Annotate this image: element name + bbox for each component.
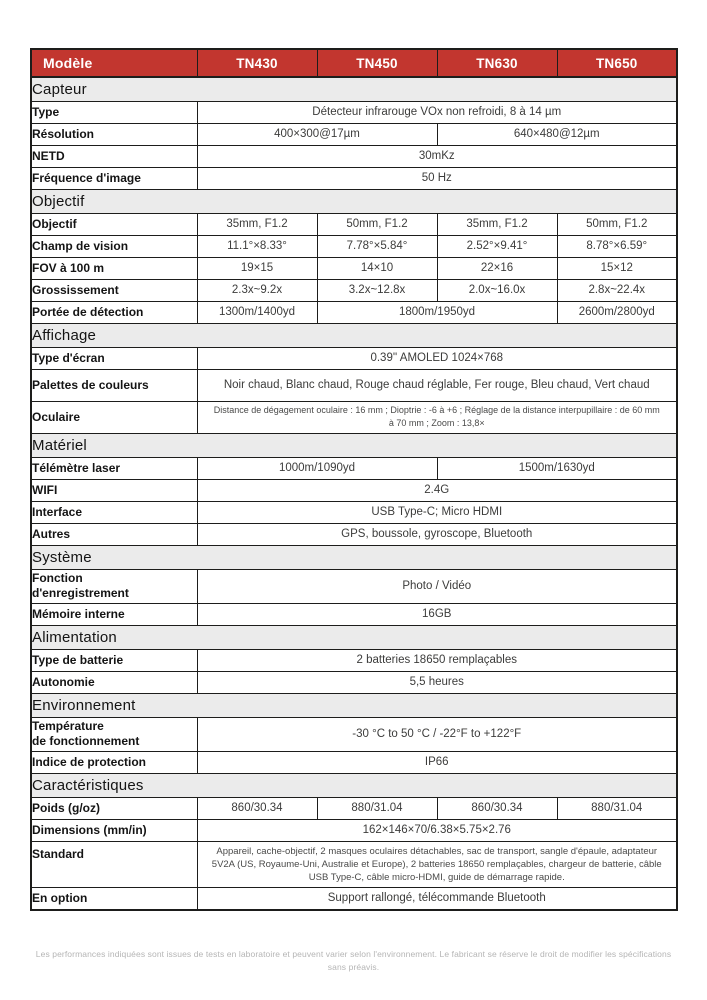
spec-value: IP66 — [197, 751, 677, 773]
spec-label: Palettes de couleurs — [31, 369, 197, 401]
spec-value: 0.39'' AMOLED 1024×768 — [197, 347, 677, 369]
spec-value: 19×15 — [197, 257, 317, 279]
spec-row-resolution — [31, 123, 677, 145]
section-row-environnement — [31, 693, 677, 717]
spec-value: 162×146×70/6.38×5.75×2.76 — [197, 819, 677, 841]
spec-row-dimensions — [31, 819, 677, 841]
spec-value: 880/31.04 — [557, 797, 677, 819]
section-title-caracteristiques: Caractéristiques — [31, 773, 677, 797]
spec-row-interface — [31, 501, 677, 523]
spec-row-palettes — [31, 369, 677, 401]
spec-value: 15×12 — [557, 257, 677, 279]
spec-label: Résolution — [31, 123, 197, 145]
spec-label: Mémoire interne — [31, 603, 197, 625]
spec-row-fov-100m — [31, 257, 677, 279]
spec-value: 860/30.34 — [197, 797, 317, 819]
spec-label: Dimensions (mm/in) — [31, 819, 197, 841]
spec-label: Portée de détection — [31, 301, 197, 323]
model-name-tn630: TN630 — [437, 49, 557, 77]
spec-value: 35mm, F1.2 — [437, 213, 557, 235]
spec-value: 2 batteries 18650 remplaçables — [197, 649, 677, 671]
spec-row-champ-de-vision — [31, 235, 677, 257]
spec-value: 1800m/1950yd — [317, 301, 557, 323]
spec-value: 11.1°×8.33° — [197, 235, 317, 257]
spec-value: 30mKz — [197, 145, 677, 167]
spec-label-line1: Température — [32, 719, 104, 733]
spec-value: USB Type-C; Micro HDMI — [197, 501, 677, 523]
spec-table — [30, 48, 678, 911]
spec-label: Poids (g/oz) — [31, 797, 197, 819]
spec-value: 35mm, F1.2 — [197, 213, 317, 235]
spec-label: WIFI — [31, 479, 197, 501]
section-title-capteur: Capteur — [31, 77, 677, 101]
spec-row-autonomie — [31, 671, 677, 693]
section-row-objectif — [31, 189, 677, 213]
spec-label: Indice de protection — [31, 751, 197, 773]
section-title-systeme: Système — [31, 545, 677, 569]
spec-label: Type d'écran — [31, 347, 197, 369]
spec-value: Distance de dégagement oculaire : 16 mm ; Dioptrie : -6 à +6 ; Réglage de la distance interpupillaire : de 60 mm à 70 mm ; Zoom : 13,8× — [197, 401, 677, 433]
spec-row-memoire — [31, 603, 677, 625]
spec-label: Autonomie — [31, 671, 197, 693]
spec-row-netd — [31, 145, 677, 167]
spec-row-portee-detection — [31, 301, 677, 323]
spec-label: Fréquence d'image — [31, 167, 197, 189]
spec-value: 50mm, F1.2 — [317, 213, 437, 235]
spec-row-frequence — [31, 167, 677, 189]
spec-value: Support rallongé, télécommande Bluetooth — [197, 888, 677, 910]
section-row-affichage — [31, 323, 677, 347]
spec-value: 400×300@17µm — [197, 123, 437, 145]
spec-value: GPS, boussole, gyroscope, Bluetooth — [197, 523, 677, 545]
spec-label: Interface — [31, 501, 197, 523]
section-row-caracteristiques — [31, 773, 677, 797]
spec-value: Photo / Vidéo — [197, 569, 677, 603]
spec-value: 1000m/1090yd — [197, 457, 437, 479]
spec-row-telemetre — [31, 457, 677, 479]
section-row-materiel — [31, 433, 677, 457]
section-row-systeme — [31, 545, 677, 569]
spec-value: 16GB — [197, 603, 677, 625]
spec-row-batterie — [31, 649, 677, 671]
spec-row-enregistrement — [31, 569, 677, 603]
spec-value: 8.78°×6.59° — [557, 235, 677, 257]
spec-value: Détecteur infrarouge VOx non refroidi, 8 à 14 µm — [197, 101, 677, 123]
spec-value: 50mm, F1.2 — [557, 213, 677, 235]
spec-value: 2.3x~9.2x — [197, 279, 317, 301]
spec-value: 14×10 — [317, 257, 437, 279]
section-title-objectif: Objectif — [31, 189, 677, 213]
spec-value: 3.2x~12.8x — [317, 279, 437, 301]
spec-label: Grossissement — [31, 279, 197, 301]
model-header-row — [31, 49, 677, 77]
spec-label: Objectif — [31, 213, 197, 235]
spec-value: 1300m/1400yd — [197, 301, 317, 323]
spec-row-wifi — [31, 479, 677, 501]
spec-value: 640×480@12µm — [437, 123, 677, 145]
spec-row-temperature — [31, 717, 677, 751]
model-name-tn430: TN430 — [197, 49, 317, 77]
spec-value: 880/31.04 — [317, 797, 437, 819]
spec-row-standard — [31, 841, 677, 888]
spec-row-type — [31, 101, 677, 123]
spec-row-oculaire — [31, 401, 677, 433]
spec-value: 2.4G — [197, 479, 677, 501]
spec-row-autres — [31, 523, 677, 545]
spec-value: 22×16 — [437, 257, 557, 279]
spec-label-line2: de fonctionnement — [32, 734, 140, 748]
spec-label-line1: Fonction — [32, 571, 83, 585]
spec-value: -30 °C to 50 °C / -22°F to +122°F — [197, 717, 677, 751]
spec-row-grossissement — [31, 279, 677, 301]
spec-value: 2.0x~16.0x — [437, 279, 557, 301]
spec-row-objectif — [31, 213, 677, 235]
spec-value: 2600m/2800yd — [557, 301, 677, 323]
spec-value: 50 Hz — [197, 167, 677, 189]
spec-label: FOV à 100 m — [31, 257, 197, 279]
spec-value: 7.78°×5.84° — [317, 235, 437, 257]
model-name-tn450: TN450 — [317, 49, 437, 77]
spec-label: En option — [31, 888, 197, 910]
spec-row-protection — [31, 751, 677, 773]
spec-label: Type de batterie — [31, 649, 197, 671]
section-title-environnement: Environnement — [31, 693, 677, 717]
spec-row-type-ecran — [31, 347, 677, 369]
section-title-alimentation: Alimentation — [31, 625, 677, 649]
spec-label: Autres — [31, 523, 197, 545]
section-row-capteur — [31, 77, 677, 101]
spec-value: Noir chaud, Blanc chaud, Rouge chaud réglable, Fer rouge, Bleu chaud, Vert chaud — [197, 369, 677, 401]
disclaimer-text: Les performances indiquées sont issues de tests en laboratoire et peuvent varier selon l'environnement. Le fabricant se réserve le droit de modifier les spécifications sans préavis. — [35, 949, 672, 973]
spec-label-line2: d'enregistrement — [32, 586, 129, 600]
section-row-alimentation — [31, 625, 677, 649]
spec-label — [31, 569, 197, 603]
model-name-tn650: TN650 — [557, 49, 677, 77]
spec-value: 2.8x~22.4x — [557, 279, 677, 301]
spec-value: 5,5 heures — [197, 671, 677, 693]
spec-label: Standard — [31, 841, 197, 888]
spec-label: Type — [31, 101, 197, 123]
spec-label: Champ de vision — [31, 235, 197, 257]
spec-row-poids — [31, 797, 677, 819]
spec-label: Télémètre laser — [31, 457, 197, 479]
spec-value: 1500m/1630yd — [437, 457, 677, 479]
spec-label — [31, 717, 197, 751]
spec-value: Appareil, cache-objectif, 2 masques oculaires détachables, sac de transport, sangle d'épaule, adaptateur 5V2A (US, Royaume-Uni, Australie et Europe), 2 batteries 18650 remplaçables, chargeur de batterie, câble USB Type-C, câble micro-HDMI, guide de démarrage rapide. — [197, 841, 677, 888]
section-title-materiel: Matériel — [31, 433, 677, 457]
spec-label: Oculaire — [31, 401, 197, 433]
model-column-label: Modèle — [31, 49, 197, 77]
spec-value: 860/30.34 — [437, 797, 557, 819]
spec-row-option — [31, 888, 677, 910]
spec-value: 2.52°×9.41° — [437, 235, 557, 257]
section-title-affichage: Affichage — [31, 323, 677, 347]
spec-label: NETD — [31, 145, 197, 167]
